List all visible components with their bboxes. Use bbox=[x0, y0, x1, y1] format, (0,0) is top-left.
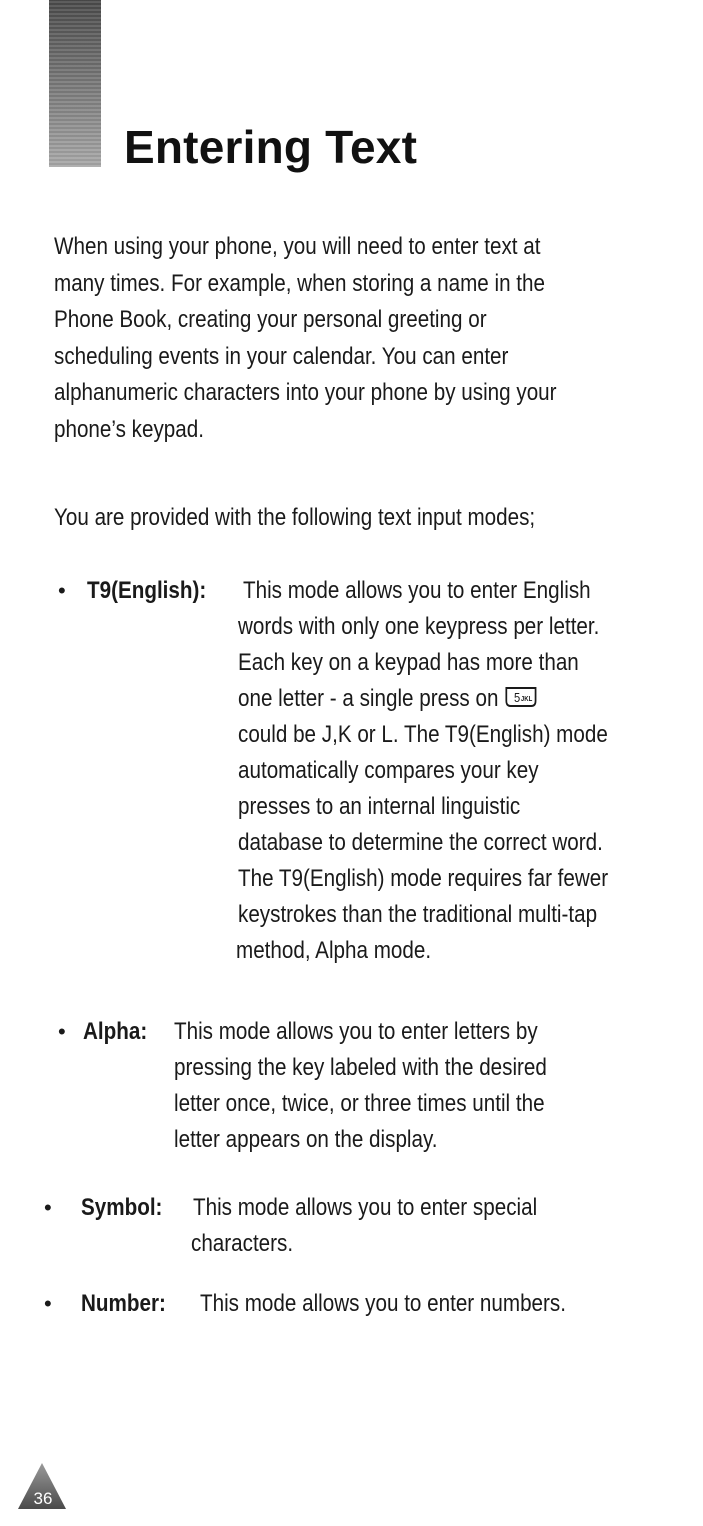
mode-desc-line: letter once, twice, or three times until the bbox=[174, 1090, 545, 1117]
mode-term: Symbol: bbox=[81, 1194, 163, 1221]
page-title: Entering Text bbox=[124, 121, 418, 173]
bullet: • bbox=[58, 578, 66, 603]
mode-desc-line: keystrokes than the traditional multi-tap bbox=[238, 901, 598, 928]
svg-text:5: 5 bbox=[513, 690, 521, 706]
mode-desc-line: one letter - a single press on bbox=[238, 685, 499, 712]
section-marker-bar bbox=[49, 0, 101, 167]
bullet: • bbox=[44, 1291, 52, 1316]
modes-intro bbox=[54, 500, 613, 537]
mode-desc-line-with-key bbox=[238, 681, 538, 720]
mode-desc-line: presses to an internal linguistic bbox=[238, 793, 521, 820]
intro-line: alphanumeric characters into your phone by using your bbox=[54, 379, 557, 406]
mode-desc-line: characters. bbox=[191, 1230, 294, 1257]
mode-desc-line: could be J,K or L. The T9(English) mode bbox=[238, 721, 608, 748]
mode-desc-line: automatically compares your key bbox=[238, 757, 539, 784]
page-number: 36 bbox=[33, 1489, 53, 1508]
mode-term: Alpha: bbox=[83, 1018, 148, 1045]
intro-line: When using your phone, you will need to enter text at bbox=[54, 233, 541, 260]
mode-desc-line: This mode allows you to enter letters by bbox=[174, 1018, 538, 1045]
intro-paragraph bbox=[54, 229, 694, 448]
intro-line: phone’s keypad. bbox=[54, 415, 204, 443]
modes-intro-text: You are provided with the following text input modes; bbox=[54, 504, 536, 531]
intro-line: Phone Book, creating your personal greeting or bbox=[54, 306, 487, 333]
bullet: • bbox=[44, 1195, 52, 1220]
mode-desc-line: database to determine the correct word. bbox=[238, 829, 603, 856]
svg-text:JKL: JKL bbox=[520, 695, 533, 704]
mode-term: Number: bbox=[81, 1290, 166, 1317]
mode-desc-line: words with only one keypress per letter. bbox=[238, 613, 600, 640]
mode-item-t9 bbox=[58, 573, 698, 993]
key-5-jkl-icon bbox=[504, 684, 538, 720]
bullet: • bbox=[58, 1019, 66, 1044]
intro-line: many times. For example, when storing a name in the bbox=[54, 269, 546, 297]
mode-desc-line: The T9(English) mode requires far fewer bbox=[238, 865, 609, 892]
mode-desc-line: This mode allows you to enter numbers. bbox=[200, 1290, 566, 1317]
mode-item-symbol bbox=[44, 1190, 684, 1270]
mode-desc-line: This mode allows you to enter English bbox=[243, 577, 591, 604]
mode-desc-line: pressing the key labeled with the desired bbox=[174, 1054, 547, 1081]
mode-desc-line: letter appears on the display. bbox=[174, 1126, 438, 1153]
mode-desc-line: method, Alpha mode. bbox=[236, 937, 432, 964]
mode-desc-line: This mode allows you to enter special bbox=[193, 1194, 538, 1221]
mode-term: T9(English): bbox=[87, 577, 207, 604]
mode-desc-line: Each key on a keypad has more than bbox=[238, 649, 579, 676]
intro-line: scheduling events in your calendar. You can enter bbox=[54, 342, 509, 370]
mode-item-number bbox=[44, 1286, 684, 1326]
mode-item-alpha bbox=[58, 1014, 698, 1164]
